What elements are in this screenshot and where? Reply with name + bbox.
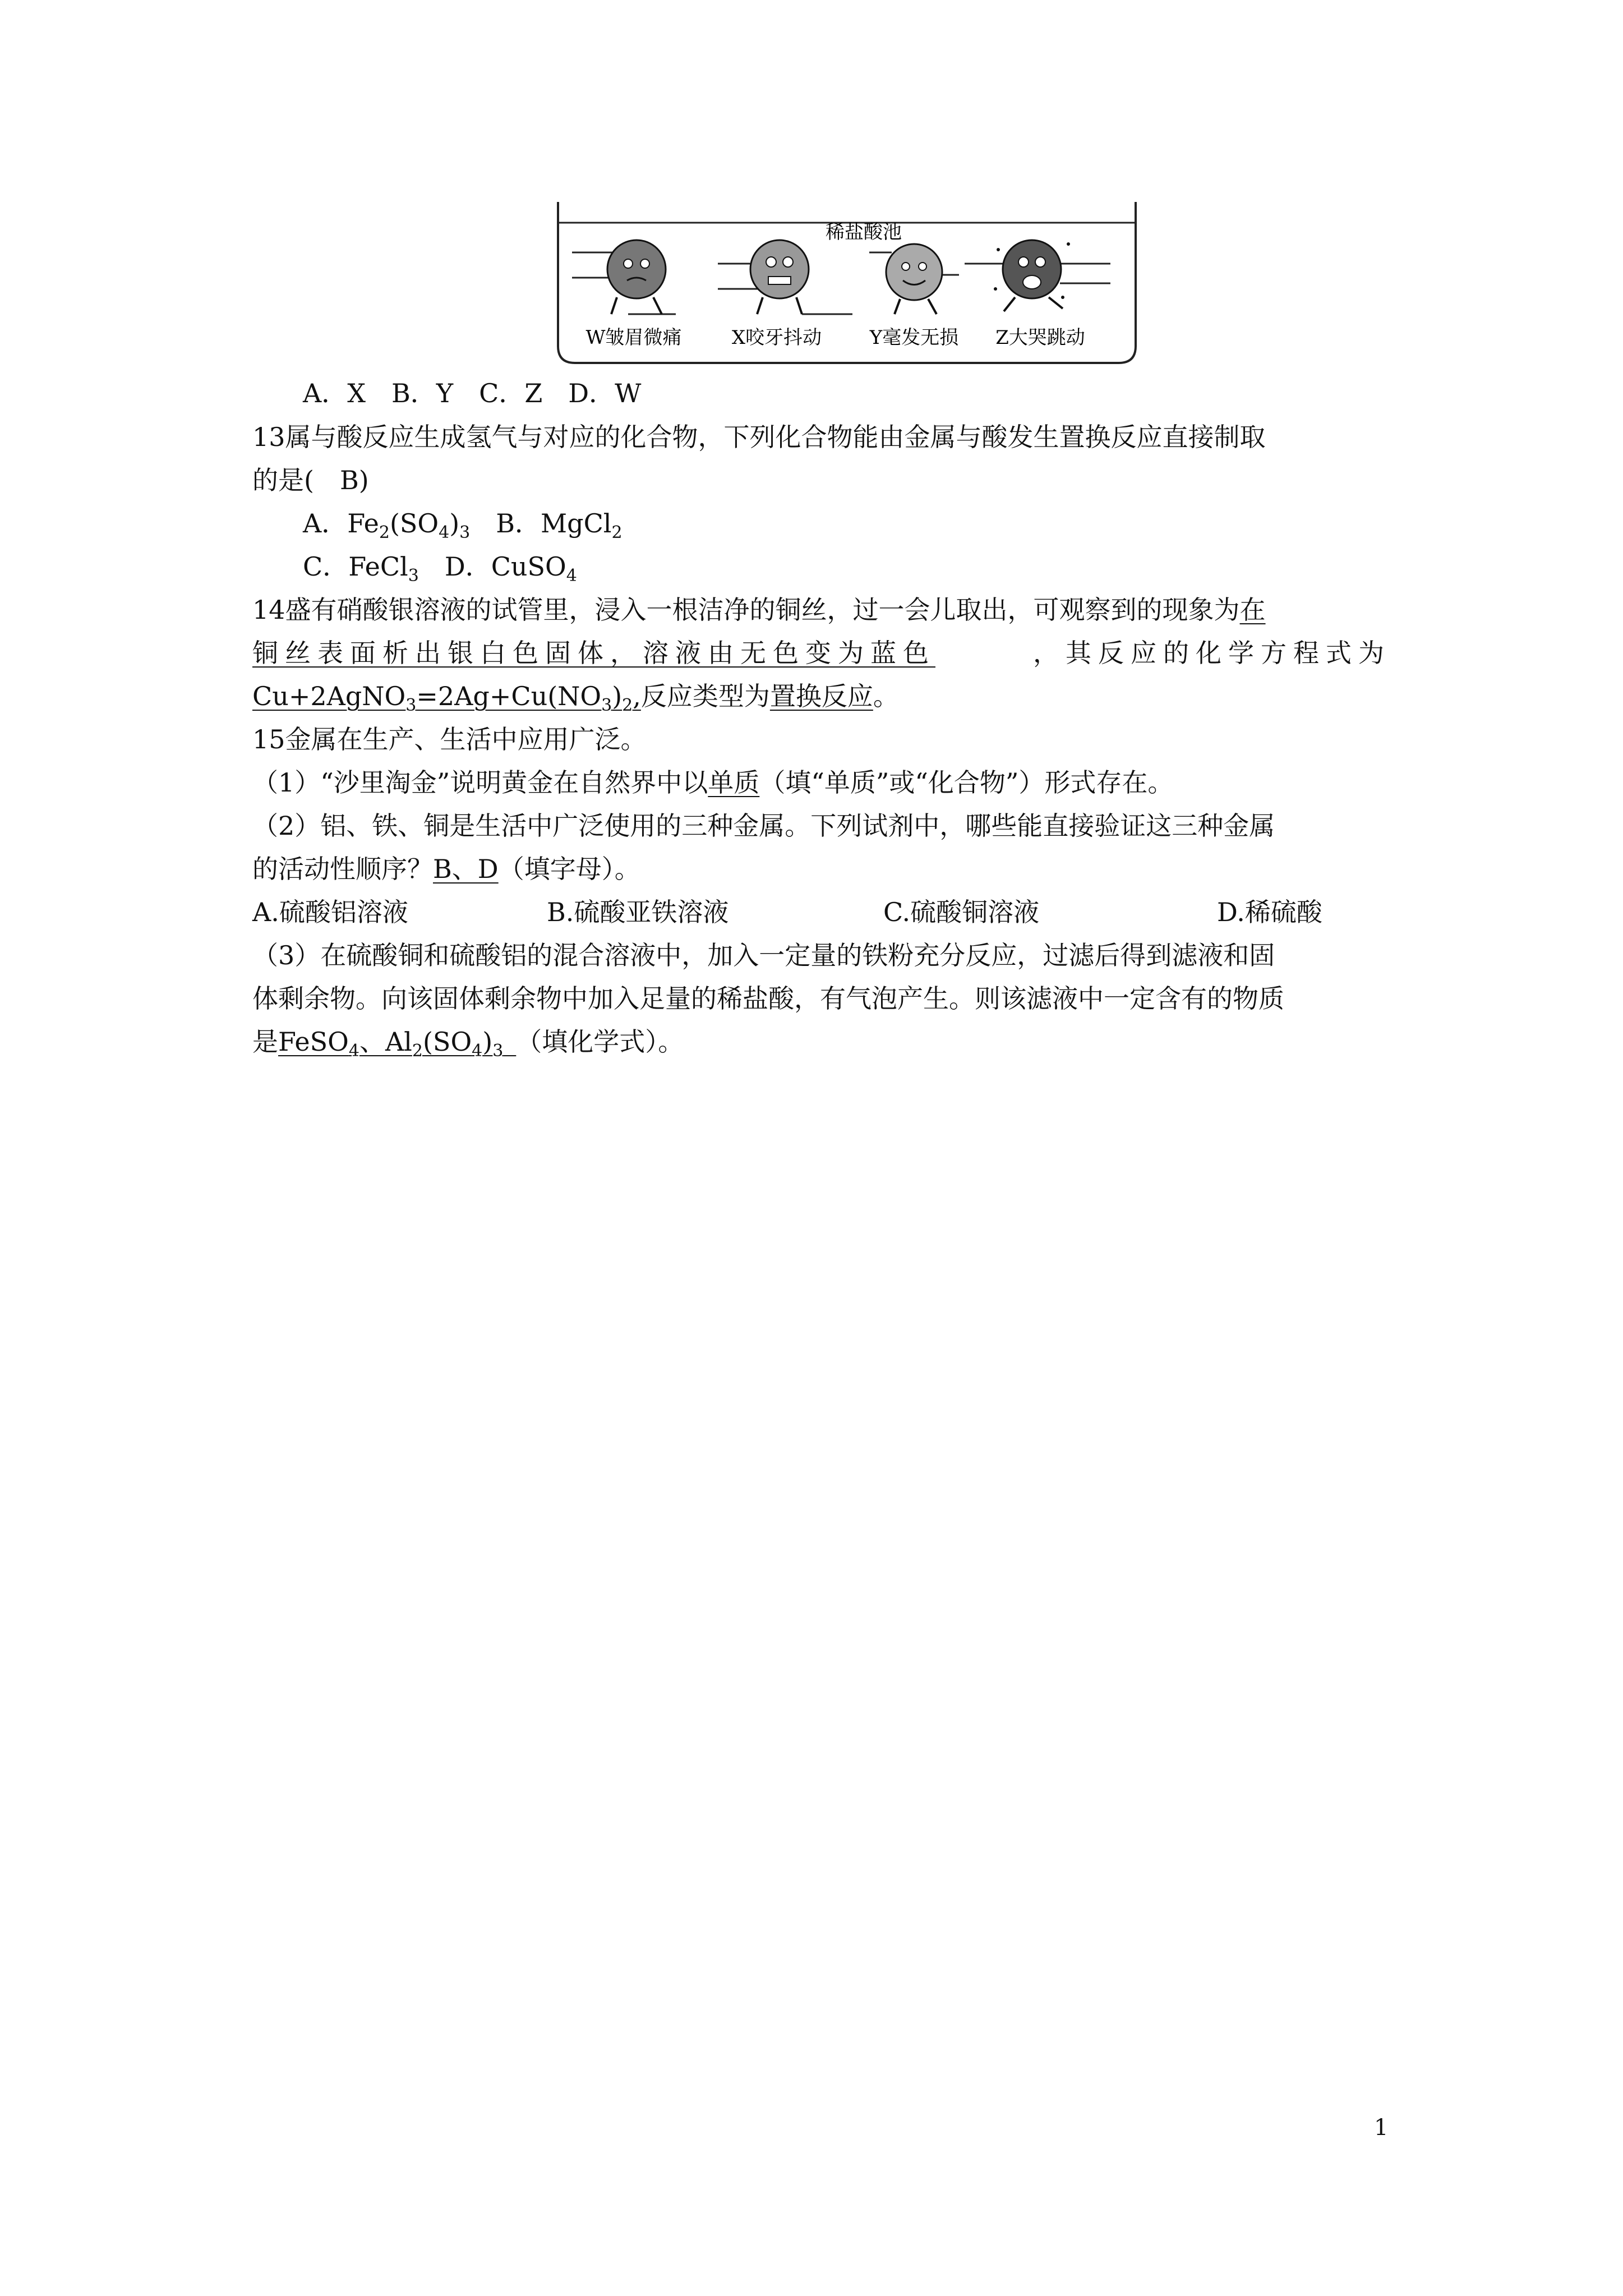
metal-x-label: X咬牙抖动 (731, 326, 822, 349)
q14-line2: 铜丝表面析出银白色固体，溶液由无色变为蓝色 ，其反应的化学方程式为 (252, 633, 1391, 673)
q13-stem-line2: 的是( B) (252, 465, 369, 495)
q15-option-c: C.硫酸铜溶液 (883, 897, 1040, 927)
q15-part2-line2: 的活动性顺序？B、D（填字母）。 (252, 854, 640, 884)
q15-option-b: B.硫酸亚铁溶液 (547, 897, 729, 927)
metal-y-label: Y毫发无损 (869, 326, 959, 349)
acid-pool-figure (555, 199, 1138, 367)
metal-w-figure (572, 240, 676, 314)
q15-part3-line2: 体剩余物。向该固体剩余物中加入足量的稀盐酸，有气泡产生。则该滤液中一定含有的物质 (252, 983, 1284, 1014)
q15-part3-line1: （3）在硫酸铜和硫酸铝的混合溶液中，加入一定量的铁粉充分反应，过滤后得到滤液和固 (252, 940, 1275, 970)
q15-stem: 15金属在生产、生活中应用广泛。 (252, 724, 647, 754)
q14-answer-equation: $Cu+2AgNO_3=2Ag+Cu(NO_3)_2$, (252, 681, 641, 715)
q15-part2-answer: B、D (433, 854, 499, 884)
q13-options-ab: A．$Fe_2(SO_4)_3$ B．MgCl$_2$ (303, 508, 623, 542)
q15-part3-line3: 是FeSO$_4$、$Al_2(SO_4)_3$ （填化学式）。 (252, 1027, 684, 1061)
q14-line1: 14盛有硝酸银溶液的试管里，浸入一根洁净的铜丝，过一会儿取出，可观察到的现象为在 (252, 595, 1266, 625)
q14-answer-observation-start: 在 (1239, 595, 1266, 625)
q15-part3-answer: FeSO$_4$、$Al_2(SO_4)_3$ (278, 1027, 504, 1061)
q15-part1-answer: 单质 (708, 767, 760, 798)
q13-options-cd: C．FeCl$_3$ D．CuSO$_4$ (303, 551, 577, 586)
q15-part2-options (252, 892, 1391, 932)
q14-answer-observation: 铜丝表面析出银白色固体，溶液由无色变为蓝色 (252, 638, 935, 668)
page-number: 1 (1374, 2115, 1389, 2141)
q15-option-d: D.稀硫酸 (1217, 897, 1322, 927)
q15-option-a: A.硫酸铝溶液 (252, 897, 408, 927)
metal-z-figure (965, 240, 1110, 311)
q15-part1: （1）“沙里淘金”说明黄金在自然界中以单质（填“单质”或“化合物”）形式存在。 (252, 767, 1174, 798)
q15-part2-line1: （2）铝、铁、铜是生活中广泛使用的三种金属。下列试剂中，哪些能直接验证这三种金属 (252, 811, 1275, 841)
metal-w-label: W皱眉微痛 (585, 326, 682, 349)
q13-stem-line1: 13属与酸反应生成氢气与对应的化合物，下列化合物能由金属与酸发生置换反应直接制取 (252, 422, 1266, 452)
metal-z-label: Z大哭跳动 (995, 326, 1085, 349)
metal-y-figure (869, 244, 959, 314)
q14-line3: $Cu+2AgNO_3=2Ag+Cu(NO_3)_2$,反应类型为置换反应。 (252, 681, 899, 715)
q14-answer-reaction-type: 置换反应 (769, 681, 873, 711)
q12-options: A．X B．Y C．Z D．W (303, 378, 642, 408)
metal-x-figure (718, 240, 852, 314)
pool-label: 稀盐酸池 (826, 221, 902, 243)
